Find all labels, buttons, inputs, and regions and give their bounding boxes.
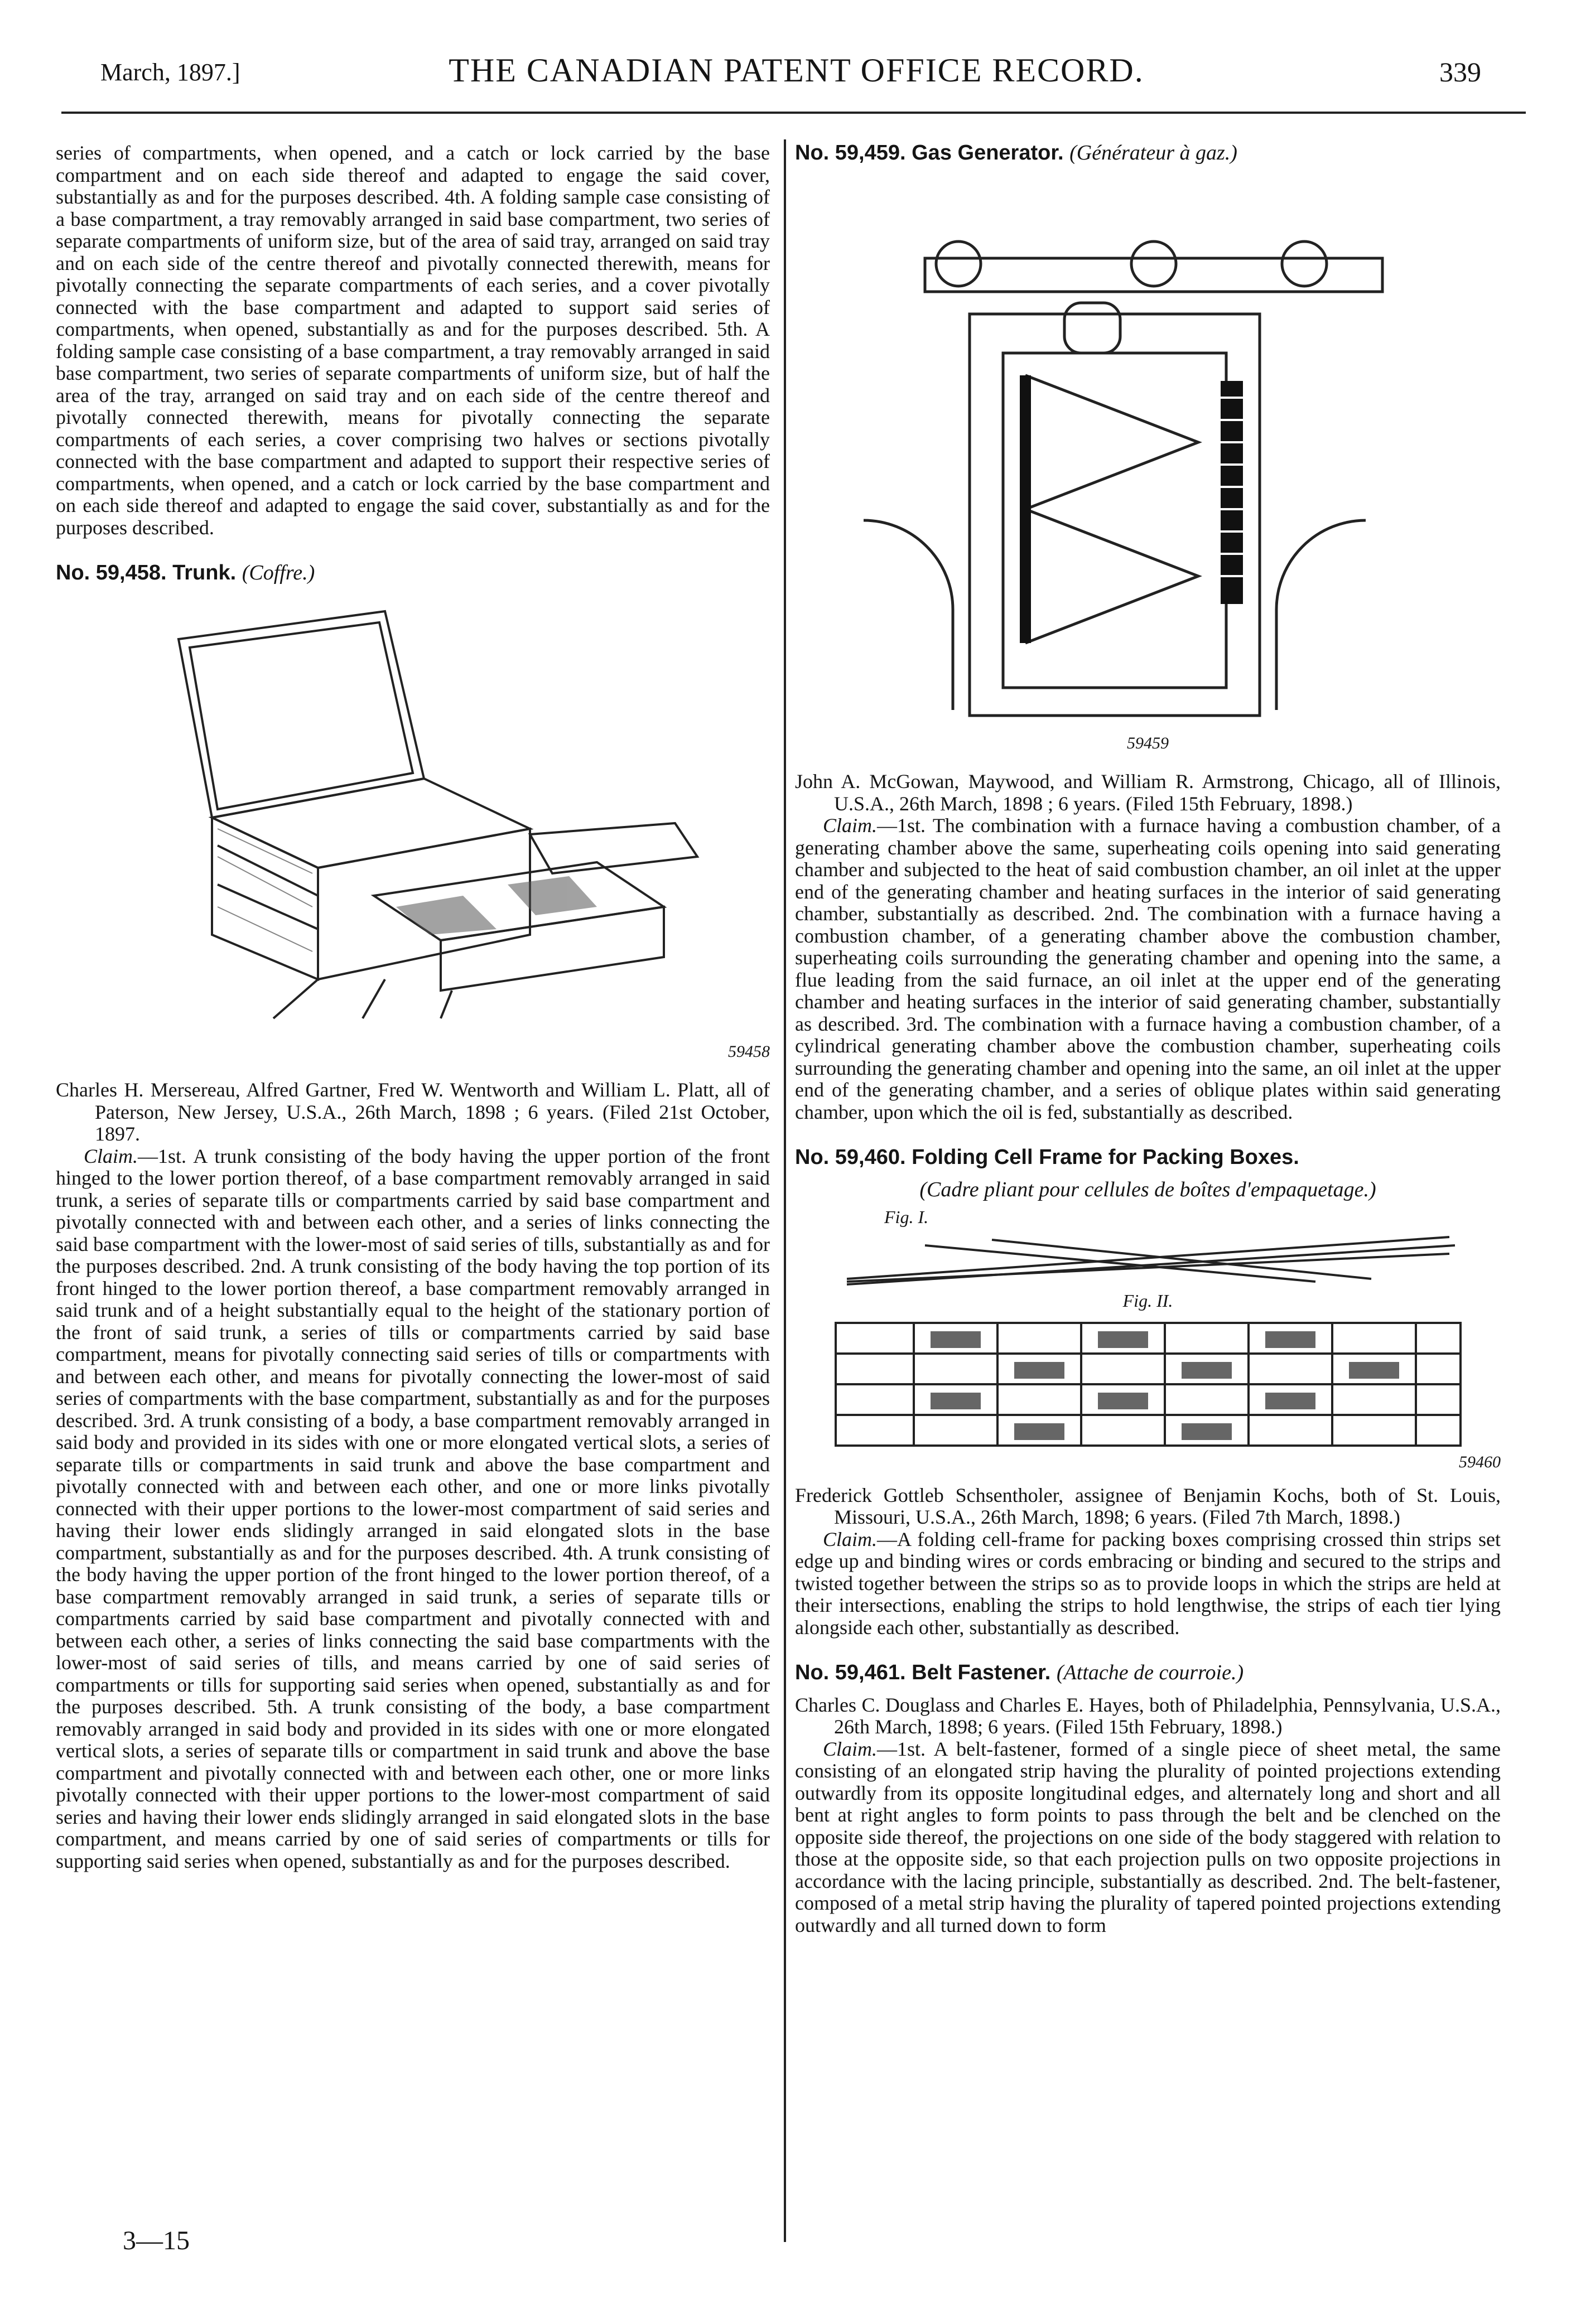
claim-label: Claim. bbox=[823, 814, 878, 837]
patent-title-fr: (Cadre pliant pour cellules de boîtes d'empaquetage.) bbox=[919, 1177, 1376, 1201]
patent-title-fr: (Générateur à gaz.) bbox=[1069, 141, 1237, 165]
cell-frame-figure-2 bbox=[813, 1312, 1483, 1451]
inventors-59461: Charles C. Douglass and Charles E. Hayes, both of Philadelphia, Pennsylvania, U.S.A., 26th March, 1898; 6 years. (Filed 15th February, 1898.) bbox=[795, 1693, 1501, 1738]
claims-59461 bbox=[795, 1738, 1501, 1937]
patent-number: No. 59,461. bbox=[795, 1661, 906, 1684]
claim-label: Claim. bbox=[823, 1737, 878, 1760]
figure-number: 59460 bbox=[1459, 1453, 1501, 1471]
claim-label: Claim. bbox=[84, 1144, 138, 1167]
claim-label: Claim. bbox=[823, 1528, 878, 1550]
figure-number: 59458 bbox=[728, 1042, 770, 1061]
patent-number: No. 59,458. bbox=[56, 561, 167, 584]
fig1-label: Fig. I. bbox=[884, 1207, 929, 1227]
claims-59459 bbox=[795, 815, 1501, 1123]
patent-title-fr: (Coffre.) bbox=[242, 561, 315, 584]
claims-59458 bbox=[56, 1146, 770, 1873]
header-date: March, 1897.] bbox=[100, 59, 240, 86]
patent-number: No. 59,460. bbox=[795, 1146, 906, 1169]
left-column bbox=[56, 142, 770, 1872]
inventors-59460: Frederick Gottleb Schsentholer, assignee of Benjamin Kochs, both of St. Louis, Missouri, U.S.A., 26th March, 1898; 6 years. (Filed 7th March, 1898.) bbox=[795, 1484, 1501, 1528]
claims-59460 bbox=[795, 1529, 1501, 1639]
cell-frame-figure-1 bbox=[813, 1229, 1483, 1290]
patent-title: Folding Cell Frame for Packing Boxes. bbox=[912, 1146, 1299, 1169]
patent-heading-59461 bbox=[795, 1662, 1501, 1684]
page-header bbox=[89, 49, 1503, 99]
figure-number: 59459 bbox=[1127, 733, 1169, 752]
patent-title: Belt Fastener. bbox=[912, 1661, 1051, 1684]
patent-heading-59460 bbox=[795, 1147, 1501, 1169]
right-column bbox=[795, 142, 1501, 1936]
claim-text: —1st. The combination with a furnace having a combustion chamber, of a generating chamber above the same, superheating coils opening into said generating chamber and subjected to the heat of said combustion chamber, an oil inlet at the upper end of the generating chamber and heating surfaces in the interior of said generating chamber, substantially as described. 2nd. The combination with a furnace having a combustion chamber, of a generating chamber above the combustion chamber, superheating coils surrounding the generating chamber and opening into the same, a flue leading from the said furnace, an oil inlet at the upper end of the generating chamber and heating surfaces in the interior of said generating chamber, substantially as described. 3rd. The combination with a furnace having a combustion chamber, of a cylindrical generating chamber above the combustion chamber, superheating coils surrounding the generating chamber and opening into the same, an oil inlet at the upper end of the generating chamber, and a series of oblique plates within said generating chamber, upon which the oil is fed, substantially as described. bbox=[795, 814, 1501, 1123]
patent-title: Trunk. bbox=[172, 561, 237, 584]
patent-heading-59459 bbox=[795, 142, 1501, 165]
patent-heading-59458 bbox=[56, 562, 770, 584]
patent-title-fr: (Attache de courroie.) bbox=[1056, 1661, 1244, 1684]
claim-text: —1st. A trunk consisting of the body having the upper portion of the front hinged to the lower portion thereof, of a base compartment removably arranged in said trunk, a series of separate tills or compartments carried by said base compartment and pivotally connected with and between each other, and a series of links connecting the said base compartment with the lower-most of said series of tills, substantially as and for the purposes described. 2nd. A trunk consisting of the body having the top portion of its front hinged to the lower portion thereof, a base compartment removably arranged in said trunk and of a height substantially equal to the height of the stationary portion of the front of said trunk, a series of tills or compartments carried by said base compartment, means for pivotally connecting said series of tills or compartments with and between each other, and means for pivotally connecting the lower-most of said series of compartments with the base compartment, substantially as and for the purposes described. 3rd. A trunk consisting of a body, a base compartment removably arranged in said body and provided in its sides with one or more elongated vertical slots, a series of separate tills or compartments in said trunk and above the base compartment and pivotally connected with and between each other, and one or more links pivotally connected with their upper portions to the lower-most compartment of said series and having their lower ends slidingly arranged in said elongated slots in the base compartment, substantially as and for the purposes described. 4th. A trunk consisting of the body having the upper portion of the front hinged to the lower portion thereof, of a base compartment removably arranged in said trunk, a series of separate tills or compartments carried by said base compartment and pivotally connected with and between each other, a series of links connecting the said base compartments with the lower-most of said series of tills, and means carried by one of said series of compartments or tills for supporting said series when opened, substantially as and for the purposes described. 5th. A trunk consisting of the body, a base compartment removably arranged in said body and provided in its sides with one or more elongated vertical slots, a series of separate tills or compartment in said trunk and above the base compartment and pivotally connected with and between each other, one or more links pivotally connected with their upper portions to the lower-most compartment of said series and having their lower ends slidingly arranged in said elongated slots in the base compartment, and means carried by one of said series of compartments or tills for supporting said series when opened, substantially as and for the purposes described. bbox=[56, 1144, 770, 1872]
claim-text: —A folding cell-frame for packing boxes comprising crossed thin strips set edge up and binding wires or cords embracing or binding and secured to the strips and twisted together between the strips so as to provide loops in which the strips are held at their intersections, enabling the strips to hold lengthwise, the strips of each tier lying alongside each other, substantially as described. bbox=[795, 1528, 1501, 1639]
header-title: THE CANADIAN PATENT OFFICE RECORD. bbox=[449, 52, 1144, 89]
continued-claims: series of compartments, when opened, and a catch or lock carried by the base compartment and on each side thereof and adapted to engage the said cover, substantially as and for the purposes described. 4th. A folding sample case consisting of a base compartment, a tray removably arranged in said base compartment, two series of separate compartments of uniform size, but of the area of said tray, arranged on said tray and on each side of the centre thereof and pivotally connected therewith, means for pivotally connecting the separate compartments of each series, and a cover pivotally connected with the base compartment and adapted to support said series of compartments, when opened, substantially as and for the purposes described. 5th. A folding sample case consisting of a base compartment, a tray removably arranged in said base compartment, two series of separate compartments of uniform size, but of half the area of the tray, arranged on said tray and on each side of the centre thereof and pivotally connected therewith, means for pivotally connecting the separate compartments of each series, a cover comprising two halves or sections pivotally connected with the base compartment and adapted to support their respective series of compartments, when opened, and a catch or lock carried by the base compartment and on each side thereof and adapted to engage the said cover, substantially as and for the purposes described. bbox=[56, 142, 770, 539]
page-number: 339 bbox=[1439, 56, 1481, 88]
trunk-figure bbox=[106, 595, 720, 1041]
claim-text: —1st. A belt-fastener, formed of a single piece of sheet metal, the same consisting of an elongated strip having the plurality of pointed projections extending outwardly from its opposite longitudinal edges, and alternately long and short and all bent at right angles to form points to pass through the belt and be clenched on the opposite side thereof, the projections on one side of the body staggered with relation to those at the opposite side, so that each projection pulls on two opposite projections in accordance with the lacing principle, substantially as described. 2nd. The belt-fastener, composed of a metal strip having the plurality of tapered pointed projections extending outwardly and all turned down to form bbox=[795, 1737, 1501, 1936]
inventors-59459: John A. McGowan, Maywood, and William R. Armstrong, Chicago, all of Illinois, U.S.A., 26th March, 1898 ; 6 years. (Filed 15th February, 1898.) bbox=[795, 770, 1501, 815]
gas-generator-figure bbox=[841, 175, 1455, 732]
fig2-label: Fig. II. bbox=[1122, 1290, 1173, 1311]
column-divider bbox=[784, 139, 786, 2242]
header-rule bbox=[61, 112, 1526, 114]
inventors-59458: Charles H. Mersereau, Alfred Gartner, Fred W. Wentworth and William L. Platt, all of Paterson, New Jersey, U.S.A., 26th March, 1898 ; 6 years. (Filed 21st October, 1897. bbox=[56, 1079, 770, 1145]
patent-number: No. 59,459. bbox=[795, 141, 906, 165]
signature-mark: 3—15 bbox=[123, 2226, 190, 2255]
patent-title: Gas Generator. bbox=[912, 141, 1064, 165]
